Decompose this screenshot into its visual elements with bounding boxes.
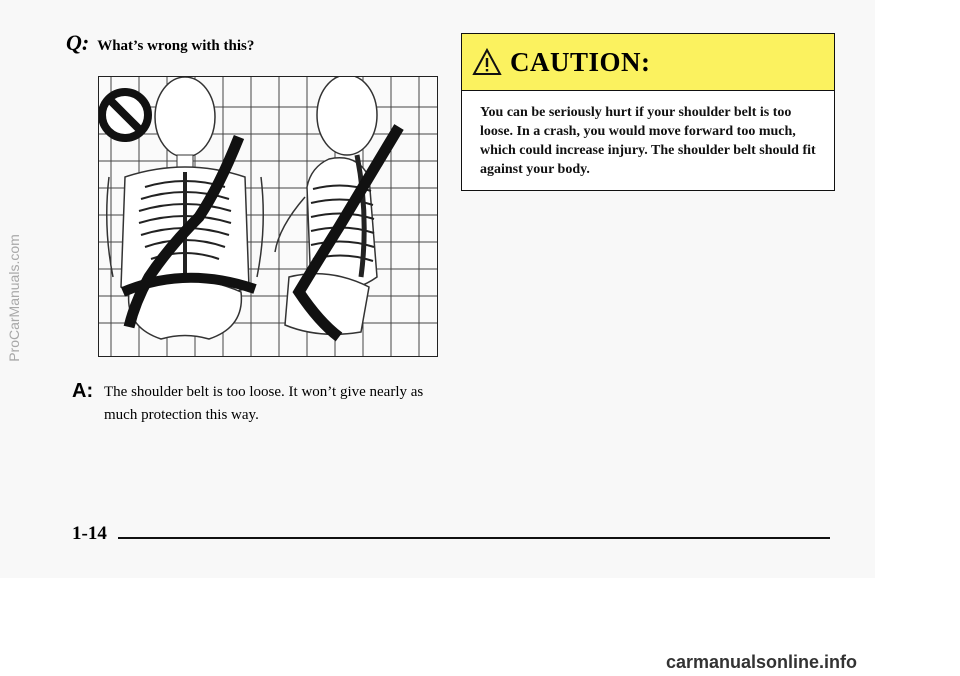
skeleton-side-view	[275, 77, 377, 334]
side-watermark-text: ProCarManuals.com	[6, 234, 22, 362]
footer-rule	[118, 537, 830, 539]
question-text: What’s wrong with this?	[97, 38, 255, 54]
caution-title: CAUTION:	[510, 46, 651, 77]
skeleton-illustration-svg	[99, 77, 437, 356]
prohibited-icon	[102, 92, 148, 138]
answer-label: A:	[72, 380, 94, 402]
answer-text: The shoulder belt is too loose. It won’t give nearly as much protection this way.	[104, 384, 424, 423]
warning-triangle-icon	[472, 48, 502, 76]
page-number: 1-14	[72, 523, 107, 544]
question-heading	[66, 30, 254, 56]
seatbelt-illustration	[98, 76, 438, 357]
question-label: Q:	[66, 30, 90, 55]
side-watermark	[2, 208, 26, 388]
bottom-watermark: carmanualsonline.info	[666, 652, 858, 672]
caution-text: You can be seriously hurt if your shoulder belt is too loose. In a crash, you would move forward too much, which could increase injury. The shoulder belt should fit against your body.	[480, 105, 816, 177]
caution-box	[461, 33, 835, 191]
answer-block	[72, 381, 452, 427]
caution-header	[462, 34, 834, 91]
